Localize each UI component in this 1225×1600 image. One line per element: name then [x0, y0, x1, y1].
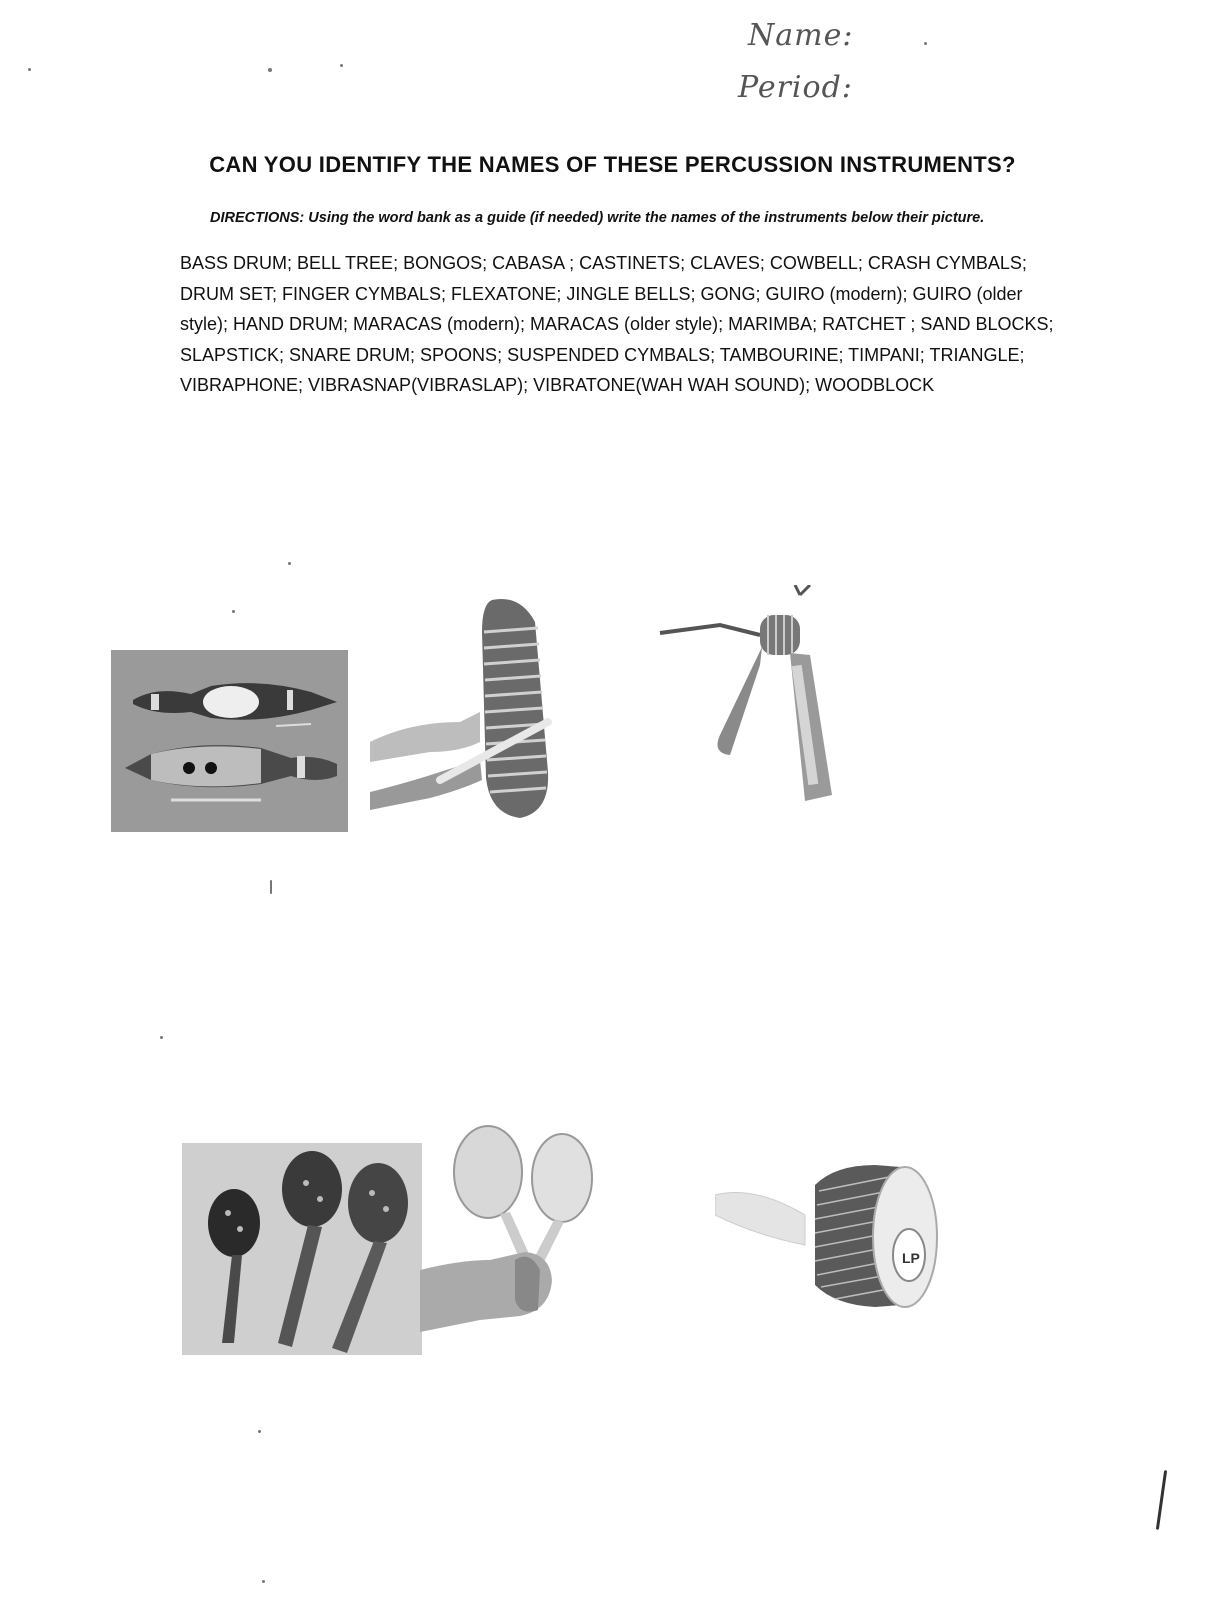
word-bank: BASS DRUM; BELL TREE; BONGOS; CABASA ; CASTINETS; CLAVES; COWBELL; CRASH CYMBALS; DRUM SET; FINGER CYMBALS; FLEXATONE; JINGLE BELLS; GONG; GUIRO (modern); GUIRO (older style); HAND DRUM; MARACAS (modern); MARACAS (older style); MARIMBA; RATCHET ; SAND BLOCKS; SLAPSTICK; SNARE DRUM; SPOONS; SUSPENDED CYMBALS; TAMBOURINE; TIMPANI; TRIANGLE; VIBRAPHONE; VIBRASNAP(VIBRASLAP); VIBRATONE(WAH WAH SOUND); WOODBLOCK	[180, 253, 1054, 395]
maracas-modern-image	[420, 1120, 620, 1335]
speck	[262, 1580, 265, 1583]
speck	[268, 68, 272, 72]
period-label: Period:	[738, 70, 853, 105]
speck	[924, 42, 927, 45]
pen-mark	[1156, 1470, 1167, 1530]
directions-text: Using the word bank as a guide (if needed) write the names of the instruments below their picture.	[304, 210, 985, 226]
worksheet-title: CAN YOU IDENTIFY THE NAMES OF THESE PERCUSSION INSTRUMENTS?	[209, 152, 1016, 177]
speck	[232, 610, 235, 613]
speck	[28, 68, 31, 71]
ratchet-image	[650, 585, 850, 825]
cabasa-image	[715, 1145, 945, 1325]
directions	[210, 210, 984, 226]
speck	[270, 880, 272, 894]
name-label: Name:	[748, 18, 854, 53]
maracas-older-style-image	[182, 1143, 422, 1355]
directions-label: DIRECTIONS:	[210, 210, 305, 226]
guiro-older-style-image	[111, 650, 348, 832]
speck	[160, 1036, 163, 1039]
speck	[288, 562, 291, 565]
lp-logo: LP	[902, 1250, 920, 1266]
speck	[258, 1430, 261, 1433]
guiro-modern-image	[370, 592, 570, 824]
speck	[340, 64, 343, 67]
